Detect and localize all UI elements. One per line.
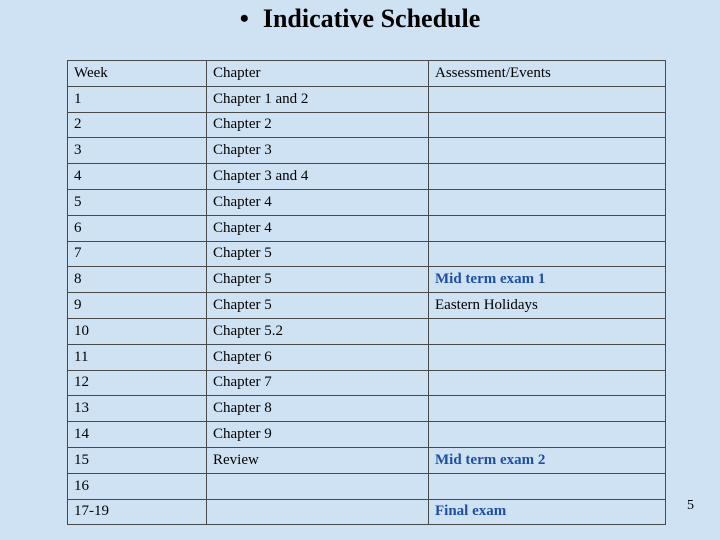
table-row — [68, 499, 666, 525]
week-cell: 15 — [68, 447, 207, 473]
table-row — [68, 189, 666, 215]
table-row — [68, 215, 666, 241]
event-cell: Mid term exam 1 — [429, 267, 666, 293]
table-row — [68, 422, 666, 448]
header-chapter: Chapter — [207, 61, 429, 87]
event-cell — [429, 370, 666, 396]
header-events: Assessment/Events — [429, 61, 666, 87]
event-cell — [429, 473, 666, 499]
week-cell: 9 — [68, 293, 207, 319]
chapter-cell: Chapter 5 — [207, 293, 429, 319]
event-cell — [429, 215, 666, 241]
chapter-cell: Chapter 9 — [207, 422, 429, 448]
chapter-cell: Chapter 7 — [207, 370, 429, 396]
table-row — [68, 112, 666, 138]
table-row — [68, 396, 666, 422]
event-cell — [429, 318, 666, 344]
event-cell — [429, 86, 666, 112]
table-row — [68, 344, 666, 370]
event-cell — [429, 164, 666, 190]
week-cell: 13 — [68, 396, 207, 422]
week-cell: 8 — [68, 267, 207, 293]
table-row — [68, 138, 666, 164]
table-row — [68, 473, 666, 499]
event-cell — [429, 241, 666, 267]
table-row — [68, 86, 666, 112]
week-cell: 17-19 — [68, 499, 207, 525]
event-cell — [429, 344, 666, 370]
week-cell: 1 — [68, 86, 207, 112]
week-cell: 6 — [68, 215, 207, 241]
page-number: 5 — [687, 498, 694, 513]
event-cell: Final exam — [429, 499, 666, 525]
event-cell: Eastern Holidays — [429, 293, 666, 319]
table-row — [68, 318, 666, 344]
week-cell: 5 — [68, 189, 207, 215]
chapter-cell: Chapter 5 — [207, 241, 429, 267]
chapter-cell: Review — [207, 447, 429, 473]
chapter-cell: Chapter 5 — [207, 267, 429, 293]
event-cell — [429, 138, 666, 164]
chapter-cell — [207, 499, 429, 525]
week-cell: 11 — [68, 344, 207, 370]
schedule-body — [68, 61, 666, 525]
schedule-table — [67, 60, 666, 525]
table-row — [68, 293, 666, 319]
chapter-cell: Chapter 1 and 2 — [207, 86, 429, 112]
title-text: Indicative Schedule — [262, 4, 481, 33]
week-cell: 10 — [68, 318, 207, 344]
chapter-cell: Chapter 8 — [207, 396, 429, 422]
event-cell — [429, 189, 666, 215]
event-cell — [429, 112, 666, 138]
table-row — [68, 447, 666, 473]
table-row — [68, 370, 666, 396]
week-cell: 14 — [68, 422, 207, 448]
chapter-cell — [207, 473, 429, 499]
week-cell: 4 — [68, 164, 207, 190]
event-cell — [429, 396, 666, 422]
table-row — [68, 164, 666, 190]
chapter-cell: Chapter 6 — [207, 344, 429, 370]
week-cell: 7 — [68, 241, 207, 267]
slide-title — [0, 4, 720, 34]
header-row — [68, 61, 666, 87]
chapter-cell: Chapter 2 — [207, 112, 429, 138]
table-row — [68, 241, 666, 267]
chapter-cell: Chapter 4 — [207, 189, 429, 215]
table-row — [68, 267, 666, 293]
title-bullet: • — [239, 4, 249, 33]
header-week: Week — [68, 61, 207, 87]
chapter-cell: Chapter 5.2 — [207, 318, 429, 344]
chapter-cell: Chapter 3 and 4 — [207, 164, 429, 190]
event-cell — [429, 422, 666, 448]
week-cell: 2 — [68, 112, 207, 138]
chapter-cell: Chapter 3 — [207, 138, 429, 164]
week-cell: 16 — [68, 473, 207, 499]
event-cell: Mid term exam 2 — [429, 447, 666, 473]
chapter-cell: Chapter 4 — [207, 215, 429, 241]
week-cell: 3 — [68, 138, 207, 164]
week-cell: 12 — [68, 370, 207, 396]
